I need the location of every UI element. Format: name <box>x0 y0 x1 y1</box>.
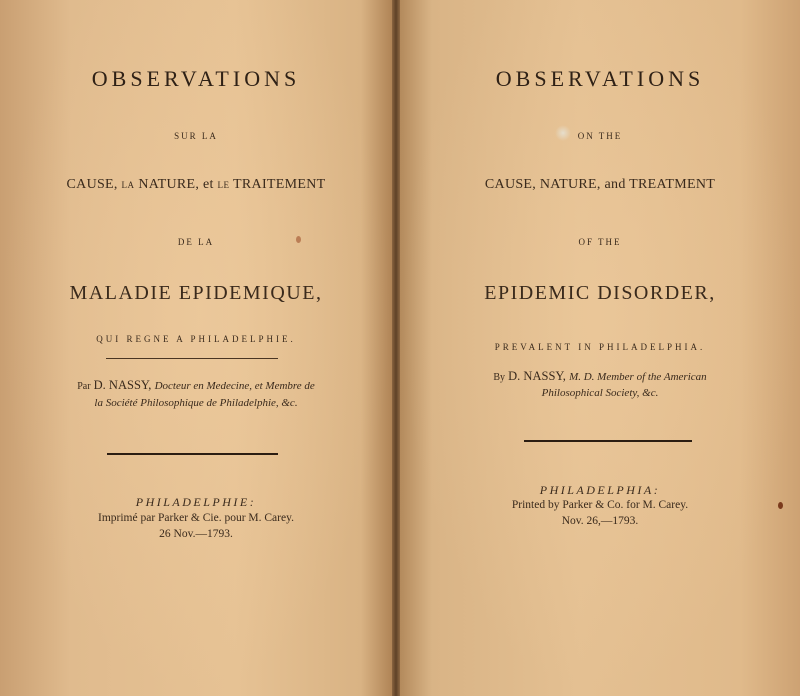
left-page <box>0 0 392 696</box>
left-author <box>0 378 392 393</box>
right-author <box>400 369 800 384</box>
left-main-title: MALADIE EPIDEMIQUE, <box>69 282 323 304</box>
right-rule <box>524 440 692 442</box>
right-title: OBSERVATIONS <box>495 66 705 91</box>
right-subject: CAUSE, NATURE, and TREATMENT <box>484 177 716 192</box>
stain-spot <box>296 236 301 243</box>
right-page <box>400 0 800 696</box>
left-author-desc1: Docteur en Medecine, et Membre de <box>154 380 315 392</box>
left-author-par: Par <box>77 381 91 392</box>
right-of-the: OF THE <box>578 237 622 247</box>
red-spot <box>778 502 783 509</box>
left-de-la: DE LA <box>177 237 215 247</box>
left-imprint-city: PHILADELPHIE: <box>135 495 257 509</box>
left-rule-bottom <box>107 453 278 455</box>
left-imprint-printer: Imprimé par Parker & Cie. pour M. Carey. <box>98 512 294 524</box>
right-main-title: EPIDEMIC DISORDER, <box>484 282 716 304</box>
right-imprint-city: PHILADELPHIA: <box>539 483 661 497</box>
right-author-desc1: M. D. Member of the American <box>569 371 707 383</box>
right-imprint-printer: Printed by Parker & Co. for M. Carey. <box>511 499 689 511</box>
left-subject-cause: CAUSE, <box>66 177 118 192</box>
left-subtitle: QUI REGNE A PHILADELPHIE. <box>96 334 296 344</box>
left-sur-la: SUR LA <box>174 131 218 141</box>
right-author-name: D. NASSY, <box>508 369 566 383</box>
book-gutter <box>392 0 400 696</box>
right-author-desc2: Philosophical Society, &c. <box>541 387 659 399</box>
left-author-name: D. NASSY, <box>93 378 152 392</box>
left-imprint-date: 26 Nov.—1793. <box>159 528 233 540</box>
left-subject-la: LA <box>121 180 135 190</box>
left-subject-nature: NATURE, et <box>138 177 214 192</box>
right-author-by: By <box>493 372 506 383</box>
left-rule-top <box>106 358 278 359</box>
left-author-desc2: la Société Philosophique de Philadelphie, &c. <box>94 397 298 409</box>
left-subject-le: LE <box>217 180 230 190</box>
right-subtitle: PREVALENT IN PHILADELPHIA. <box>494 342 706 352</box>
left-title: OBSERVATIONS <box>91 66 301 91</box>
left-subject-traitement: TRAITEMENT <box>233 177 326 192</box>
left-subject <box>0 177 392 193</box>
right-on-the: ON THE <box>577 131 623 141</box>
right-imprint-date: Nov. 26,—1793. <box>561 515 639 527</box>
